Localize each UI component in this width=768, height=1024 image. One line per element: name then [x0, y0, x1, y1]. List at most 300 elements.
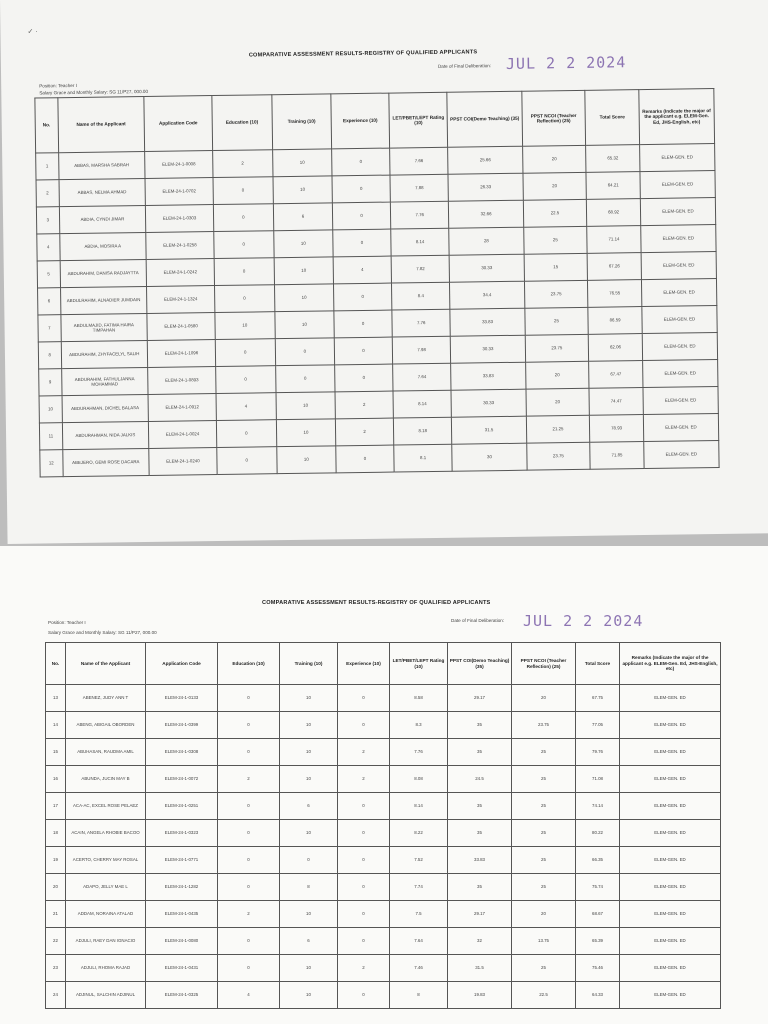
cell-experience: 0 [338, 901, 390, 928]
cell-total: 67.75 [576, 685, 620, 712]
cell-no: 12 [40, 450, 63, 477]
cell-ncoi: 25 [512, 739, 576, 766]
cell-coi: 32.66 [449, 200, 523, 228]
cell-total: 75.46 [576, 955, 620, 982]
cell-coi: 35 [448, 874, 512, 901]
cell-training: 10 [274, 284, 334, 312]
cell-remarks: ELEM-GEN. ED [639, 144, 715, 172]
cell-code: ELEM-24-1-0580 [147, 313, 215, 341]
cell-coi: 24.5 [448, 766, 512, 793]
table-row [46, 820, 721, 847]
cell-education: 0 [214, 231, 274, 259]
cell-remarks: ELEM-GEN. ED [620, 847, 721, 874]
cell-name: ADJULI, RHOMA RAJAD [66, 955, 146, 982]
cell-no: 10 [39, 396, 62, 423]
cell-education: 10 [215, 312, 275, 340]
cell-total: 67.26 [587, 253, 641, 281]
cell-let-rating: 8.22 [390, 820, 448, 847]
cell-experience: 0 [338, 928, 390, 955]
cell-name: ABDULRAHIM, ALNADIER JUMDAIN [60, 286, 147, 314]
cell-education: 0 [218, 712, 280, 739]
cell-let-rating: 7.64 [390, 928, 448, 955]
cell-training: 10 [273, 230, 333, 258]
cell-training: 6 [280, 793, 338, 820]
cell-education: 0 [218, 685, 280, 712]
cell-ncoi: 21.25 [526, 415, 590, 443]
cell-experience: 0 [334, 310, 392, 338]
cell-no: 5 [37, 261, 60, 288]
cell-coi: 33.83 [450, 308, 524, 336]
cell-ncoi: 20 [525, 361, 589, 389]
cell-no: 9 [39, 369, 62, 396]
cell-total: 86.59 [588, 307, 642, 335]
cell-experience: 0 [334, 283, 392, 311]
cell-name: ABUHASAN, RAUDMA AMIL [66, 739, 146, 766]
cell-education: 0 [213, 204, 273, 232]
pen-mark: ✓ · [27, 28, 38, 36]
position-label: Position: Teacher I [48, 620, 86, 625]
cell-total: 80.22 [576, 820, 620, 847]
cell-total: 68.67 [576, 901, 620, 928]
cell-coi: 33.83 [451, 362, 525, 390]
cell-remarks: ELEM-GEN. ED [620, 712, 721, 739]
cell-name: ABEJERO, GEMI ROSE DACARA [62, 448, 149, 476]
cell-remarks: ELEM-GEN. ED [620, 955, 721, 982]
cell-education: 2 [213, 150, 273, 178]
registry-table [34, 88, 719, 477]
cell-education: 0 [214, 285, 274, 313]
cell-code: ELEM-24-1-1096 [147, 340, 215, 368]
cell-training: 0 [275, 338, 335, 366]
cell-name: ABDURAHIM, ZHYFACELYL SALIH [61, 340, 148, 368]
cell-total: 71.08 [576, 766, 620, 793]
cell-education: 0 [218, 955, 280, 982]
column-header-name: Name of the Applicant [66, 643, 146, 685]
cell-experience: 0 [338, 685, 390, 712]
cell-let-rating: 7.98 [392, 336, 451, 364]
cell-total: 66.35 [576, 847, 620, 874]
cell-name: ABDIA, MOSIRA A [59, 232, 146, 260]
cell-experience: 0 [338, 820, 390, 847]
cell-coi: 35 [448, 820, 512, 847]
cell-training: 10 [280, 982, 338, 1009]
cell-total: 74.47 [589, 388, 643, 416]
column-header-code: Application Code [144, 96, 213, 152]
cell-code: ELEM-24-1-0133 [146, 685, 218, 712]
cell-remarks: ELEM-GEN. ED [640, 171, 716, 199]
cell-code: ELEM-24-1-0325 [146, 982, 218, 1009]
cell-no: 13 [46, 685, 66, 712]
cell-education: 0 [213, 177, 273, 205]
cell-no: 18 [46, 820, 66, 847]
date-stamp: JUL 2 2 2024 [505, 53, 627, 73]
cell-code: ELEM-24-1-0308 [146, 739, 218, 766]
cell-remarks: ELEM-GEN. ED [644, 441, 720, 469]
cell-no: 20 [46, 874, 66, 901]
cell-coi: 35 [448, 739, 512, 766]
cell-experience: 0 [333, 229, 391, 257]
cell-code: ELEM-24-1-0242 [146, 259, 214, 287]
cell-experience: 0 [333, 202, 391, 230]
salary-label: Salary Grace and Monthly Salary: SG 11/P27, 000.00 [39, 88, 149, 96]
cell-coi: 31.5 [448, 955, 512, 982]
cell-name: ACAIN, ANGELA RHOBIE BACOO [66, 820, 146, 847]
cell-total: 62.06 [589, 334, 643, 362]
cell-coi: 30 [452, 443, 526, 471]
cell-training: 8 [280, 874, 338, 901]
cell-code: ELEM-24-1-0431 [146, 955, 218, 982]
cell-name: ABDURAHIM, FATHULJANNA MOHAMMAD [61, 367, 148, 395]
column-header-remarks: Remarks (Indicate the major of the applicant e.g. ELEM-Gen. Ed, JHS-English, etc) [620, 643, 721, 685]
cell-training: 10 [280, 685, 338, 712]
cell-let-rating: 7.5 [390, 901, 448, 928]
cell-total: 67.47 [589, 361, 643, 389]
cell-training: 10 [276, 392, 336, 420]
cell-code: ELEM-24-1-0702 [145, 178, 213, 206]
cell-code: ELEM-24-1-0399 [146, 712, 218, 739]
table-row [46, 739, 721, 766]
cell-no: 19 [46, 847, 66, 874]
cell-let-rating: 7.76 [390, 739, 448, 766]
cell-ncoi: 20 [512, 901, 576, 928]
cell-education: 2 [218, 901, 280, 928]
cell-let-rating: 8.08 [390, 766, 448, 793]
cell-no: 7 [38, 315, 61, 342]
cell-total: 78.93 [590, 415, 644, 443]
column-header-education: Education (10) [218, 643, 280, 685]
date-label: Date of Final Deliberation: [437, 63, 492, 69]
table-row [46, 766, 721, 793]
cell-let-rating: 7.82 [391, 255, 450, 283]
cell-ncoi: 25 [512, 820, 576, 847]
cell-remarks: ELEM-GEN. ED [643, 414, 719, 442]
table-row [46, 874, 721, 901]
cell-total: 65.39 [576, 928, 620, 955]
cell-remarks: ELEM-GEN. ED [642, 360, 718, 388]
cell-training: 6 [280, 928, 338, 955]
table-row [46, 955, 721, 982]
cell-experience: 2 [335, 391, 393, 419]
cell-let-rating: 7.52 [390, 847, 448, 874]
cell-education: 4 [216, 393, 276, 421]
registry-table [45, 642, 721, 1009]
cell-name: ABENEZ, JUDY ANN T [66, 685, 146, 712]
cell-let-rating: 7.88 [390, 174, 449, 202]
registry-page-2 [0, 546, 768, 1024]
cell-let-rating: 7.74 [390, 874, 448, 901]
cell-remarks: ELEM-GEN. ED [620, 928, 721, 955]
column-header-no: No. [35, 98, 58, 153]
cell-remarks: ELEM-GEN. ED [620, 901, 721, 928]
cell-let-rating: 8.4 [391, 282, 450, 310]
cell-name: ABDURAHMAN, DICHEL BALASA [62, 394, 149, 422]
cell-code: ELEM-24-1-0435 [146, 901, 218, 928]
cell-no: 22 [46, 928, 66, 955]
cell-ncoi: 23.75 [524, 280, 588, 308]
cell-total: 64.33 [576, 982, 620, 1009]
cell-education: 4 [218, 982, 280, 1009]
cell-experience: 0 [338, 793, 390, 820]
cell-ncoi: 20 [523, 172, 587, 200]
cell-total: 65.32 [586, 145, 640, 173]
cell-remarks: ELEM-GEN. ED [642, 306, 718, 334]
cell-let-rating: 8.14 [390, 793, 448, 820]
cell-no: 4 [37, 234, 60, 261]
cell-coi: 25.66 [448, 146, 522, 174]
cell-coi: 31.5 [452, 416, 526, 444]
cell-training: 0 [280, 847, 338, 874]
cell-name: ADJINUL, SALCHIN ADJINUL [66, 982, 146, 1009]
cell-code: ELEM-24-1-0251 [146, 793, 218, 820]
cell-ncoi: 23.75 [512, 712, 576, 739]
cell-ncoi: 15 [524, 253, 588, 281]
cell-ncoi: 25 [512, 955, 576, 982]
table-row [46, 982, 721, 1009]
cell-coi: 32 [448, 928, 512, 955]
cell-ncoi: 23.75 [526, 442, 590, 470]
column-header-training: Training (10) [271, 94, 331, 150]
cell-education: 0 [215, 339, 275, 367]
cell-name: ADDAM, NORAINA ATALAD [66, 901, 146, 928]
cell-let-rating: 8.58 [390, 685, 448, 712]
cell-ncoi: 20 [512, 685, 576, 712]
column-header-ncoi: PPST NCOI (Teacher Reflection) (25) [521, 90, 586, 146]
page-title: COMPARATIVE ASSESSMENT RESULTS-REGISTRY OF QUALIFIED APPLICANTS [248, 49, 478, 59]
column-header-code: Application Code [146, 643, 218, 685]
cell-remarks: ELEM-GEN. ED [620, 820, 721, 847]
cell-no: 3 [36, 207, 59, 234]
cell-total: 77.05 [576, 712, 620, 739]
cell-code: ELEM-24-1-0080 [146, 928, 218, 955]
cell-no: 6 [38, 288, 61, 315]
cell-ncoi: 13.75 [512, 928, 576, 955]
cell-name: ACA-AC, EXCEL ROSE PELAEZ [66, 793, 146, 820]
header-row [35, 89, 715, 153]
position-label: Position: Teacher I [39, 82, 77, 89]
cell-code: ELEM-24-1-0912 [148, 394, 216, 422]
cell-remarks: ELEM-GEN. ED [641, 279, 717, 307]
cell-coi: 34.4 [450, 281, 524, 309]
cell-education: 0 [217, 447, 277, 475]
cell-let-rating: 8.14 [391, 228, 450, 256]
cell-coi: 19.83 [448, 982, 512, 1009]
cell-training: 10 [274, 257, 334, 285]
cell-name: ABBAS, NELMA AHMAD [59, 178, 146, 206]
date-stamp: JUL 2 2 2024 [523, 612, 644, 630]
table-row [46, 793, 721, 820]
cell-no: 15 [46, 739, 66, 766]
cell-ncoi: 25 [512, 766, 576, 793]
cell-total: 64.21 [586, 172, 640, 200]
cell-experience: 0 [338, 847, 390, 874]
cell-training: 10 [274, 311, 334, 339]
column-header-experience: Experience (10) [338, 643, 390, 685]
cell-coi: 30.33 [451, 335, 525, 363]
cell-name: ABDURAHMAN, NIDA JALKIS [62, 421, 149, 449]
table-row [46, 712, 721, 739]
column-header-experience: Experience (10) [331, 93, 389, 149]
cell-remarks: ELEM-GEN. ED [620, 982, 721, 1009]
cell-name: ABDIA, CYNDI JIMAR [59, 205, 146, 233]
cell-experience: 0 [334, 337, 392, 365]
table-row [46, 847, 721, 874]
cell-code: ELEM-24-1-0240 [149, 448, 217, 476]
column-header-name: Name of the Applicant [57, 97, 144, 153]
cell-let-rating: 7.76 [392, 309, 451, 337]
cell-code: ELEM-24-1-0258 [146, 232, 214, 260]
cell-no: 23 [46, 955, 66, 982]
cell-experience: 0 [332, 175, 390, 203]
cell-total: 71.14 [587, 226, 641, 254]
cell-no: 24 [46, 982, 66, 1009]
cell-total: 79.76 [576, 739, 620, 766]
cell-experience: 0 [338, 874, 390, 901]
cell-code: ELEM-24-1-1324 [147, 286, 215, 314]
table-row [46, 901, 721, 928]
date-label: Date of Final Deliberation: [451, 618, 505, 623]
cell-total: 68.92 [587, 199, 641, 227]
cell-education: 0 [218, 793, 280, 820]
cell-no: 17 [46, 793, 66, 820]
cell-experience: 2 [338, 955, 390, 982]
cell-education: 2 [218, 766, 280, 793]
cell-code: ELEM-24-1-1282 [146, 874, 218, 901]
cell-coi: 35 [448, 793, 512, 820]
cell-no: 21 [46, 901, 66, 928]
page-title: COMPARATIVE ASSESSMENT RESULTS-REGISTRY OF QUALIFIED APPLICANTS [262, 600, 491, 606]
cell-experience: 4 [333, 256, 391, 284]
cell-experience: 0 [332, 148, 390, 176]
cell-name: ADJULI, RAEY DAN IGNACIO [66, 928, 146, 955]
cell-remarks: ELEM-GEN. ED [620, 685, 721, 712]
column-header-ncoi: PPST NCOI (Teacher Reflection) (25) [512, 643, 576, 685]
cell-education: 0 [216, 366, 276, 394]
cell-let-rating: 8.3 [390, 712, 448, 739]
cell-no: 8 [38, 342, 61, 369]
cell-total: 76.55 [588, 280, 642, 308]
column-header-education: Education (10) [212, 95, 272, 151]
cell-ncoi: 25 [523, 226, 587, 254]
cell-experience: 2 [338, 739, 390, 766]
cell-let-rating: 7.46 [390, 955, 448, 982]
cell-code: ELEM-24-1-0072 [146, 766, 218, 793]
cell-name: ADAPO, JELLY MAE L [66, 874, 146, 901]
cell-ncoi: 25 [512, 793, 576, 820]
cell-let-rating: 7.64 [392, 363, 451, 391]
cell-education: 0 [218, 820, 280, 847]
cell-no: 2 [36, 180, 59, 207]
cell-experience: 0 [335, 364, 393, 392]
cell-training: 10 [273, 176, 333, 204]
column-header-coi: PPST COI(Demo Teaching) (35) [447, 91, 522, 147]
cell-training: 10 [280, 739, 338, 766]
cell-total: 75.74 [576, 874, 620, 901]
cell-coi: 33.83 [448, 847, 512, 874]
cell-name: ABDULMAJID, FATIMA HAIRA TIMPAHAN [61, 313, 148, 341]
cell-let-rating: 8 [390, 982, 448, 1009]
cell-code: ELEM-24-1-0024 [148, 421, 216, 449]
column-header-let-rating: LET/PBET/LEPT Rating (10) [389, 92, 448, 148]
cell-name: ABBAS, MARSHA SABRAH [58, 151, 145, 179]
cell-ncoi: 22.5 [512, 982, 576, 1009]
column-header-remarks: Remarks (Indicate the major of the applicant e.g. ELEM-Gen. Ed, JHS-English, etc) [639, 89, 715, 145]
cell-coi: 28 [449, 227, 523, 255]
cell-name: ABDURAHIM, DANISA RADJAYTTA [60, 259, 147, 287]
cell-code: ELEM-24-1-0008 [145, 151, 213, 179]
cell-training: 10 [272, 149, 332, 177]
cell-no: 16 [46, 766, 66, 793]
cell-ncoi: 22.5 [523, 199, 587, 227]
cell-experience: 0 [336, 445, 394, 473]
column-header-no: No. [46, 643, 66, 685]
cell-coi: 29.17 [448, 901, 512, 928]
cell-name: ACERTO, CHERRY MAY ROSAL [66, 847, 146, 874]
cell-training: 10 [276, 446, 336, 474]
cell-let-rating: 8.14 [393, 390, 452, 418]
cell-education: 0 [218, 847, 280, 874]
cell-code: ELEM-24-1-0893 [148, 367, 216, 395]
cell-education: 0 [218, 874, 280, 901]
cell-total: 71.85 [590, 442, 644, 470]
header-row [46, 643, 721, 685]
cell-code: ELEM-24-1-0771 [146, 847, 218, 874]
column-header-let-rating: LET/PBET/LEPT Rating (10) [390, 643, 448, 685]
cell-remarks: ELEM-GEN. ED [642, 333, 718, 361]
cell-ncoi: 25 [524, 307, 588, 335]
cell-remarks: ELEM-GEN. ED [640, 198, 716, 226]
cell-experience: 2 [338, 766, 390, 793]
cell-training: 10 [280, 901, 338, 928]
cell-remarks: ELEM-GEN. ED [620, 766, 721, 793]
cell-name: ABUNDA, JUCIN MAY B [66, 766, 146, 793]
cell-remarks: ELEM-GEN. ED [620, 874, 721, 901]
cell-training: 10 [276, 419, 336, 447]
cell-training: 10 [280, 766, 338, 793]
cell-let-rating: 8.18 [393, 417, 452, 445]
cell-ncoi: 25 [512, 874, 576, 901]
cell-experience: 0 [338, 982, 390, 1009]
column-header-total: Total Score [576, 643, 620, 685]
column-header-training: Training (10) [280, 643, 338, 685]
table-row [46, 928, 721, 955]
cell-training: 10 [280, 820, 338, 847]
cell-ncoi: 23.75 [525, 334, 589, 362]
cell-total: 74.14 [576, 793, 620, 820]
cell-remarks: ELEM-GEN. ED [620, 793, 721, 820]
cell-education: 0 [218, 739, 280, 766]
cell-ncoi: 20 [526, 388, 590, 416]
cell-coi: 29.17 [448, 685, 512, 712]
cell-ncoi: 20 [522, 145, 586, 173]
cell-no: 14 [46, 712, 66, 739]
cell-education: 0 [218, 928, 280, 955]
cell-code: ELEM-24-1-0323 [146, 820, 218, 847]
cell-remarks: ELEM-GEN. ED [641, 252, 717, 280]
cell-let-rating: 7.76 [390, 201, 449, 229]
cell-experience: 2 [336, 418, 394, 446]
cell-ncoi: 25 [512, 847, 576, 874]
cell-education: 0 [214, 258, 274, 286]
cell-code: ELEM-24-1-0303 [145, 205, 213, 233]
cell-coi: 26.33 [448, 173, 522, 201]
cell-let-rating: 8.1 [394, 444, 453, 472]
column-header-total: Total Score [585, 90, 639, 146]
salary-label: Salary Grace and Monthly Salary: SG 11/P27, 000.00 [48, 630, 157, 635]
cell-training: 0 [275, 365, 335, 393]
cell-coi: 30.33 [451, 389, 525, 417]
cell-training: 10 [280, 955, 338, 982]
cell-training: 6 [273, 203, 333, 231]
